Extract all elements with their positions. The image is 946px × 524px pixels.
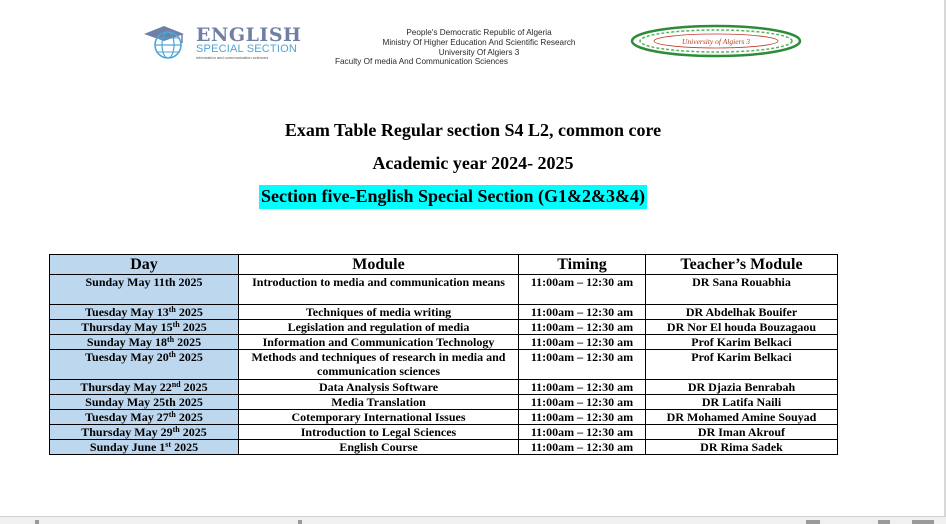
timing-cell: 11:00am – 12:30 am <box>519 410 646 425</box>
day-year: 2025 <box>174 335 202 349</box>
table-row <box>50 380 838 395</box>
english-section-logo <box>142 24 318 60</box>
day-suffix: th <box>172 320 180 329</box>
timing-cell: 11:00am – 12:30 am <box>519 305 646 320</box>
scroll-mark <box>912 520 934 524</box>
teacher-cell: DR Iman Akrouf <box>646 425 838 440</box>
day-text: Tuesday May 20 <box>85 350 169 364</box>
logo-subtitle: SPECIAL SECTION <box>196 43 298 55</box>
module-cell: Legislation and regulation of media <box>239 320 519 335</box>
day-suffix: th <box>172 425 180 434</box>
day-year: 2025 <box>180 380 208 394</box>
day-text: Sunday May 25th 2025 <box>85 395 203 409</box>
table-row <box>50 425 838 440</box>
day-cell <box>50 425 239 440</box>
day-cell <box>50 350 239 380</box>
day-suffix: th <box>166 335 175 344</box>
module-cell: Data Analysis Software <box>239 380 519 395</box>
seal-text: University of Algiers 3 <box>682 37 750 46</box>
day-suffix: th <box>168 410 176 419</box>
day-text: Sunday June 1 <box>89 440 166 454</box>
day-year: 2025 <box>175 305 203 319</box>
day-suffix: nd <box>171 380 181 389</box>
timing-cell: 11:00am – 12:30 am <box>519 275 646 305</box>
timing-cell: 11:00am – 12:30 am <box>519 440 646 455</box>
exam-table-title: Exam Table Regular section S4 L2, common core <box>284 120 662 140</box>
institution-line: Faculty Of media And Communication Sciences <box>335 57 508 67</box>
day-text: Thursday May 15 <box>81 320 173 334</box>
day-year: 2025 <box>171 440 199 454</box>
institution-line: Ministry Of Higher Education And Scientific Research <box>382 37 576 47</box>
day-year: 2025 <box>179 425 207 439</box>
exam-table <box>49 254 838 455</box>
teacher-cell: DR Mohamed Amine Souyad <box>646 410 838 425</box>
day-text: Tuesday May 27 <box>85 410 169 424</box>
scroll-mark <box>878 520 890 524</box>
teacher-cell: DR Abdelhak Bouifer <box>646 305 838 320</box>
table-row <box>50 320 838 335</box>
table-row <box>50 440 838 455</box>
module-cell: Introduction to Legal Sciences <box>239 425 519 440</box>
header-module: Module <box>239 255 519 275</box>
scroll-mark <box>298 520 302 524</box>
module-cell: Media Translation <box>239 395 519 410</box>
module-cell: English Course <box>239 440 519 455</box>
graduation-globe-icon <box>142 24 194 60</box>
day-cell <box>50 380 239 395</box>
module-cell: Information and Communication Technology <box>239 335 519 350</box>
timing-cell: 11:00am – 12:30 am <box>519 425 646 440</box>
teacher-cell: DR Nor El houda Bouzagaou <box>646 320 838 335</box>
teacher-cell: DR Latifa Naili <box>646 395 838 410</box>
teacher-cell: Prof Karim Belkaci <box>646 350 838 380</box>
teacher-cell: Prof Karim Belkaci <box>646 335 838 350</box>
day-text: Sunday May 11th 2025 <box>85 275 203 289</box>
day-cell <box>50 335 239 350</box>
table-row <box>50 275 838 305</box>
timing-cell: 11:00am – 12:30 am <box>519 380 646 395</box>
day-text: Thursday May 29 <box>81 425 173 439</box>
academic-year: Academic year 2024- 2025 <box>372 153 574 173</box>
table-header-row <box>50 255 838 275</box>
table-row <box>50 395 838 410</box>
day-text: Tuesday May 13 <box>85 305 169 319</box>
scroll-mark <box>806 520 820 524</box>
day-year: 2025 <box>179 320 207 334</box>
logo-tagline: information and communication sciences <box>196 55 269 60</box>
teacher-cell: DR Sana Rouabhia <box>646 275 838 305</box>
timing-cell: 11:00am – 12:30 am <box>519 350 646 380</box>
section-title-highlighted: Section five-English Special Section (G1&2&3&4) <box>259 185 647 209</box>
table-row <box>50 305 838 320</box>
day-text: Sunday May 18 <box>86 335 167 349</box>
module-cell: Techniques of media writing <box>239 305 519 320</box>
institution-block <box>335 28 623 67</box>
module-cell: Introduction to media and communication means <box>239 275 519 305</box>
table-row <box>50 335 838 350</box>
table-row <box>50 350 838 380</box>
logo-title: ENGLISH <box>196 24 302 46</box>
university-seal-logo <box>628 24 804 60</box>
day-cell <box>50 410 239 425</box>
timing-cell: 11:00am – 12:30 am <box>519 395 646 410</box>
timing-cell: 11:00am – 12:30 am <box>519 320 646 335</box>
table-row <box>50 410 838 425</box>
day-cell <box>50 395 239 410</box>
day-suffix: th <box>168 305 176 314</box>
module-cell: Cotemporary International Issues <box>239 410 519 425</box>
timing-cell: 11:00am – 12:30 am <box>519 335 646 350</box>
institution-line: University Of Algiers 3 <box>438 47 520 57</box>
scroll-mark <box>35 520 39 524</box>
day-cell <box>50 305 239 320</box>
day-cell <box>50 320 239 335</box>
teacher-cell: DR Rima Sadek <box>646 440 838 455</box>
day-year: 2025 <box>175 350 203 364</box>
day-text: Thursday May 22 <box>80 380 172 394</box>
day-cell <box>50 275 239 305</box>
day-suffix: st <box>165 440 172 449</box>
header-day: Day <box>50 255 239 275</box>
institution-line: People's Democratic Republic of Algeria <box>406 28 552 37</box>
day-year: 2025 <box>175 410 203 424</box>
header-timing: Timing <box>519 255 646 275</box>
day-suffix: th <box>168 350 176 359</box>
day-cell <box>50 440 239 455</box>
header-teacher: Teacher’s Module <box>646 255 838 275</box>
teacher-cell: DR Djazia Benrabah <box>646 380 838 395</box>
module-cell: Methods and techniques of research in media and communication sciences <box>239 350 519 380</box>
